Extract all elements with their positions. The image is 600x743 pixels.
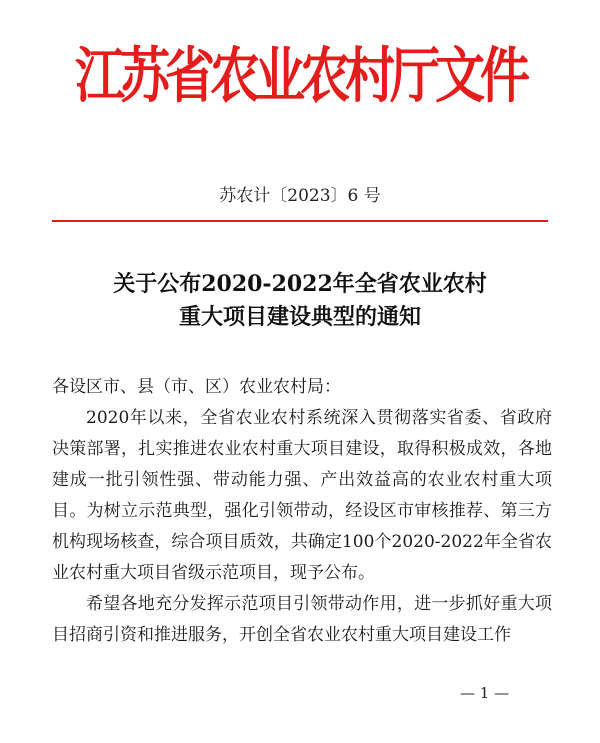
- body-paragraph-1: 2020年以来，全省农业农村系统深入贯彻落实省委、省政府决策部署，扎实推进农业农村重大项目建设，取得积极成效，各地建成一批引领性强、带动能力强、产出效益高的农业农村重大项目。为树立示范典型，强化引领带动，经设区市审核推荐、第三方机构现场核查，综合项目质效，共确定100个2020-2022年全省农业农村重大项目省级示范项目，现予公布。: [52, 408, 552, 583]
- issuer-header: 江苏省农业农村厅文件: [75, 41, 525, 111]
- notice-title: [0, 268, 600, 334]
- document-number: 苏农计〔2023〕6 号: [219, 186, 381, 206]
- red-divider-line: [52, 220, 548, 222]
- notice-title-line-1: 关于公布2020-2022年全省农业农村: [113, 271, 487, 297]
- salutation: 各设区市、县（市、区）农业农村局：: [52, 377, 341, 397]
- body-paragraph-2: 希望各地充分发挥示范项目引领带动作用，进一步抓好重大项目招商引资和推进服务，开创全省农业农村重大项目建设工作: [52, 594, 552, 645]
- document-body: [52, 372, 552, 651]
- notice-title-line-2: 重大项目建设典型的通知: [178, 304, 421, 330]
- page-number: — 1 —: [460, 684, 510, 702]
